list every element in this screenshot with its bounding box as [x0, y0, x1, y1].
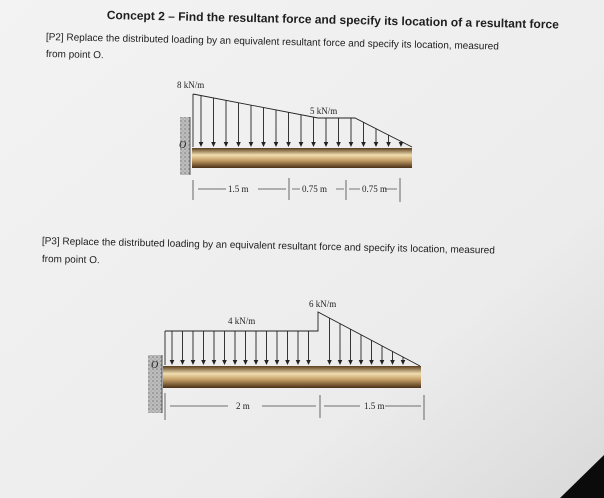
p2-dim-1: 1.5 m: [228, 184, 249, 194]
p3-dim-1: 2 m: [236, 401, 250, 411]
p3-load-arrow-0-head: [170, 360, 175, 365]
p3-load-arrow-14-head: [327, 360, 332, 365]
p3-load-arrow-13-head: [306, 360, 311, 365]
p3-load-arrow-7-head: [243, 360, 248, 365]
p3-load-arrow-6-head: [233, 360, 238, 365]
p3-load-arrow-21-head: [401, 360, 406, 365]
p3-load-arrow-12-head: [296, 360, 301, 365]
p3-load-arrow-5-head: [222, 360, 227, 365]
p3-dim-2: 1.5 m: [364, 401, 385, 411]
p3-load-peak-label: 6 kN/m: [309, 299, 337, 309]
p3-load-arrow-3-head: [201, 360, 206, 365]
p3-load-arrow-17-head: [359, 360, 364, 365]
p3-load-arrow-1-head: [180, 360, 185, 365]
p3-load-arrow-18-head: [369, 360, 374, 365]
concept-heading: Concept 2 – Find the resultant force and specify its location of a resultant force: [106, 8, 559, 32]
p3-beam: [163, 366, 421, 388]
p3-load-arrows: [170, 318, 406, 365]
p3-load-arrow-9-head: [264, 360, 269, 365]
p2-point-o-label: O: [179, 140, 187, 151]
p3-statement-line1: [P3] Replace the distributed loading by an equivalent resultant force and specify its location, measured: [41, 236, 495, 257]
p2-dim-2: 0.75 m: [302, 184, 328, 194]
p3-point-o-label: O: [151, 360, 159, 371]
p2-load-mid-label: 5 kN/m: [310, 106, 338, 116]
p2-dim-3: 0.75 m: [362, 184, 388, 194]
p3-load-arrow-20-head: [390, 360, 395, 365]
p3-load-arrow-16-head: [348, 360, 353, 365]
p3-load-arrow-4-head: [212, 360, 217, 365]
p2-load-left-label: 8 kN/m: [177, 80, 205, 90]
p3-load-left-label: 4 kN/m: [228, 316, 256, 326]
p3-load-arrow-19-head: [380, 360, 385, 365]
p3-load-arrow-8-head: [254, 360, 259, 365]
p2-statement-line1: [P2] Replace the distributed loading by an equivalent resultant force and specify its location, measured: [45, 32, 499, 53]
p3-load-arrow-11-head: [285, 360, 290, 365]
p3-statement-line2: from point O.: [41, 254, 100, 267]
p3-load-arrow-15-head: [338, 360, 343, 365]
p2-statement-line2: from point O.: [45, 49, 104, 62]
p3-load-arrow-10-head: [275, 360, 280, 365]
p3-load-arrow-2-head: [191, 360, 196, 365]
